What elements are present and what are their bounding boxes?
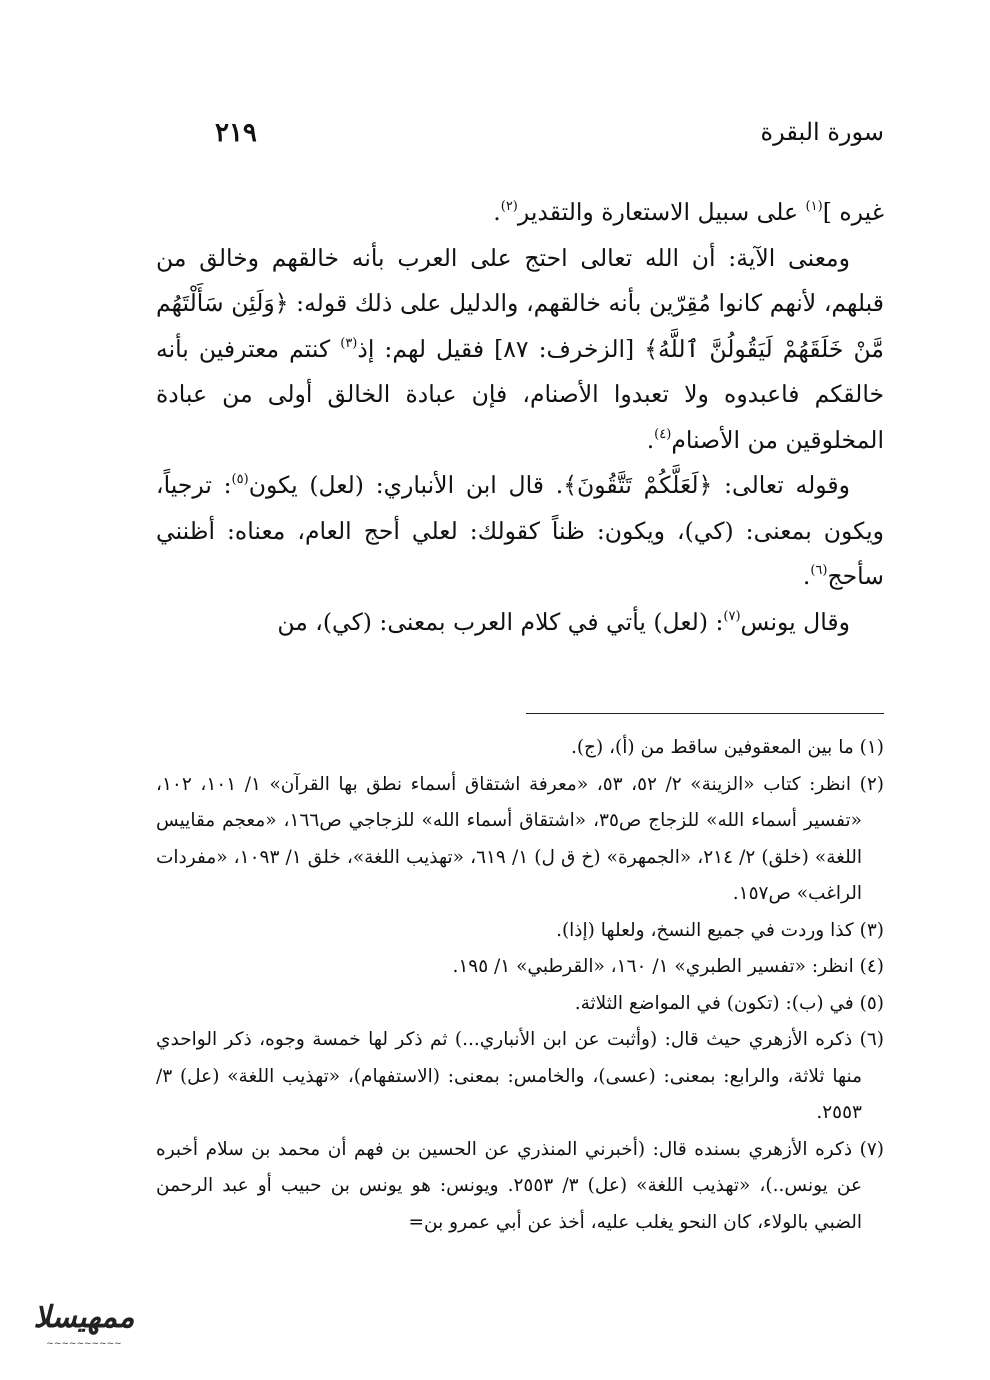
text-run: . — [493, 198, 501, 226]
footnote-ref: (٥) — [231, 472, 249, 487]
text-run: غيره ] — [822, 198, 884, 226]
footnote-ref: (٦) — [810, 563, 828, 578]
footnote-3: (٣) كذا وردت في جميع النسخ، ولعلها (إذا). — [556, 919, 884, 941]
page-number: ٢١٩ — [215, 118, 257, 148]
text-run: وقوله تعالى: ﴿لَعَلَّكُمْ تَتَّقُونَ﴾. قال ابن الأنباري: (لعل) يكون — [248, 471, 851, 499]
footnote-6: (٦) ذكره الأزهري حيث قال: (وأثبت عن ابن الأنباري...) ثم ذكر لها خمسة وجوه، ذكر الواحدي منها ثلاثة، والرابع: بمعنى: (عسى)، والخامس: بمعنى: (الاستفهام)، «تهذيب اللغة» (عل) ٣/ ٢٥٥٣. — [156, 1029, 884, 1123]
surah-title: سورة البقرة — [760, 118, 884, 146]
footnote-divider — [526, 713, 884, 714]
text-run: كنتم معترفين بأنه خالقكم فاعبدوه ولا تعبدوا الأصنام، فإن عبادة الخالق أولى من عبادة المخلوقين من الأصنام — [156, 334, 885, 454]
text-run: . — [802, 562, 811, 590]
page-header — [160, 118, 884, 158]
footnote-4: (٤) انظر: «تفسير الطبري» ١/ ١٦٠، «القرطبي» ١/ ١٩٥. — [452, 956, 884, 977]
footnote-ref: (٢) — [500, 199, 518, 214]
paragraph-4 — [156, 600, 884, 646]
paragraph-3 — [156, 463, 884, 600]
footnote-1: (١) ما بين المعقوفين ساقط من (أ)، (ج). — [570, 737, 884, 758]
footnote-ref: (٤) — [654, 426, 672, 442]
logo-underline: ~~~~~~~~~~ — [46, 1339, 122, 1349]
footnote-2: (٢) انظر: كتاب «الزينة» ٢/ ٥٢، ٥٣، «معرفة اشتقاق أسماء نطق بها القرآن» ١/ ١٠١، ١٠٢، «تفسير أسماء الله» للزجاج ص٣٥، «اشتقاق أسماء الله» للزجاجي ص١٦٦، «معجم مقاييس اللغة» (خلق) ٢/ ٢١٤، «الجمهرة» (خ ق ل) ١/ ٦١٩، «تهذيب اللغة»، خلق ١/ ١٠٩٣، «مفردات الراغب» ص١٥٧. — [156, 773, 884, 904]
logo-mark: ﻣﻤﻬﻴﺴﻠﺎ — [33, 1300, 135, 1335]
stamp-logo — [14, 1298, 154, 1368]
footnote-5: (٥) في (ب): (تكون) في المواضع الثلاثة. — [574, 992, 884, 1014]
paragraph-2 — [156, 236, 884, 464]
text-run: : ترجياً، ويكون بمعنى: (كي)، ويكون: ظناً كقولك: لعلي أحج العام، معناه: أظنني سأحج — [156, 471, 884, 590]
text-run: وقال يونس — [740, 607, 850, 636]
text-run: ومعنى الآية: أن الله تعالى احتج على العرب بأنه خالقهم وخالق من قبلهم، لأنهم كانوا مُقِرّين بأنه خالقهم، والدليل على ذلك قوله: ﴿وَلَئِن سَأَلْتَهُم مَّنْ خَلَقَهُمْ لَيَقُولُنَّ ٱللَّهُ﴾ [الزخرف: ٨٧] فقيل لهم: إذ — [156, 243, 884, 363]
main-text — [156, 190, 884, 645]
text-run: . — [646, 425, 655, 454]
footnote-ref: (١) — [805, 199, 823, 214]
text-run: : (لعل) يأتي في كلام العرب بمعنى: (كي)، من — [277, 607, 724, 636]
footnote-7: (٧) ذكره الأزهري بسنده قال: (أخبرني المنذري عن الحسين بن فهم أن محمد بن سلام أخبره عن يونس..)، «تهذيب اللغة» (عل) ٣/ ٢٥٥٣. ويونس: هو يونس بن حبيب أو عبد الرحمن الضبي بالولاء، كان النحو يغلب عليه، أخذ عن أبي عمرو بن= — [156, 1138, 884, 1233]
footnotes — [156, 730, 884, 1241]
footnote-ref: (٧) — [723, 608, 741, 624]
text-run: على سبيل الاستعارة والتقدير — [517, 198, 806, 226]
paragraph-1 — [156, 190, 884, 236]
footnote-ref: (٣) — [340, 335, 358, 351]
